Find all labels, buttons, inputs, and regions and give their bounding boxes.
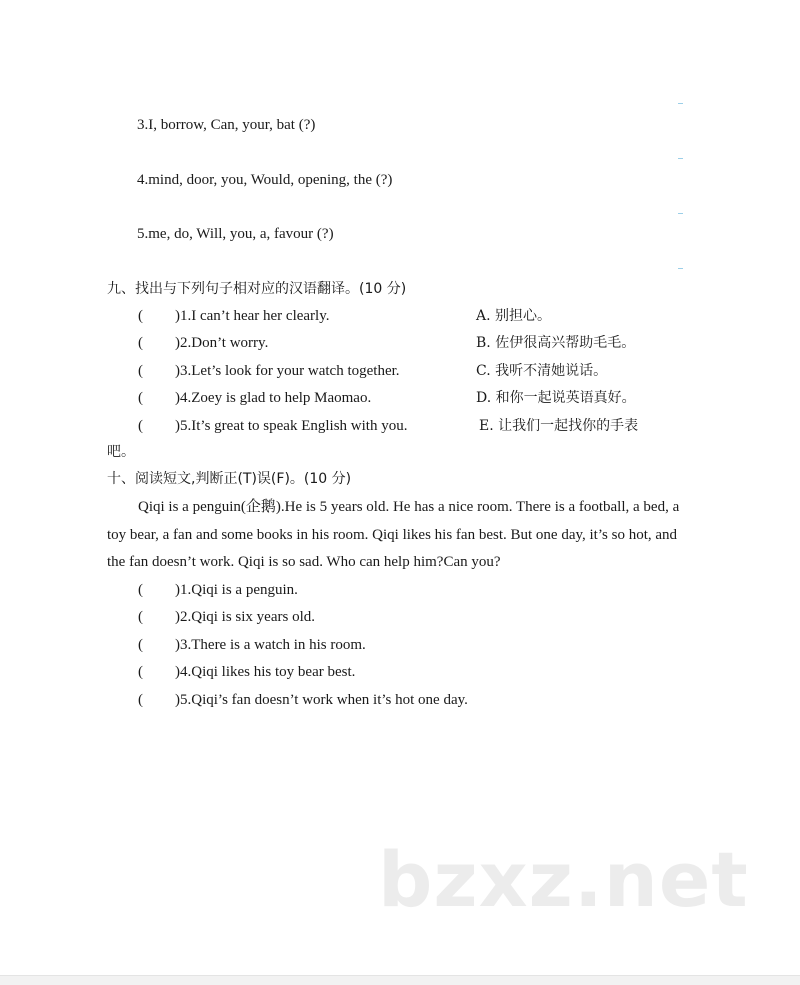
margin-tick [678,268,683,269]
q10-sentence: )1.Qiqi is a penguin. [175,582,298,598]
answer-blank: ( [138,335,143,351]
answer-blank: ( [138,582,143,598]
q9-sentence: )5.It’s great to speak English with you. [175,418,408,434]
section9-heading: 九、找出与下列句子相对应的汉语翻译。(10 分) [107,281,407,297]
q9-option: C. 我听不清她说话。 [476,363,608,379]
q9-option: B. 佐伊很高兴帮助毛毛。 [476,335,636,351]
answer-blank: ( [138,308,143,324]
answer-blank: ( [138,363,143,379]
answer-blank: ( [138,664,143,680]
q9-sentence: )3.Let’s look for your watch together. [175,363,400,379]
q9-option: E. 让我们一起找你的手表 [479,418,639,434]
q9-option-continuation: 吧。 [107,444,135,460]
q9-option: D. 和你一起说英语真好。 [476,390,636,406]
q9-sentence: )4.Zoey is glad to help Maomao. [175,390,372,406]
q8-item-4: 4.mind, door, you, Would, opening, the (?) [137,172,393,188]
q10-sentence: )2.Qiqi is six years old. [175,609,315,625]
answer-blank: ( [138,637,143,653]
reading-passage: Qiqi is a penguin(企鹅).He is 5 years old. He has a nice room. There is a football, a bed, a toy bear, a fan and some books in his room. Qiqi likes his fan best. But one day, it’s so hot, and the fan doesn’t work. Qiqi is so sad. Who can help him?Can you? [107,499,680,570]
margin-tick [678,158,683,159]
answer-blank: ( [138,418,143,434]
q10-sentence: )3.There is a watch in his room. [175,637,366,653]
answer-blank: ( [138,390,143,406]
q10-sentence: )4.Qiqi likes his toy bear best. [175,664,356,680]
site-watermark: bzxz.net [378,835,749,924]
margin-tick [678,213,683,214]
q9-sentence: )1.I can’t hear her clearly. [175,308,330,324]
answer-blank: ( [138,692,143,708]
q8-item-3: 3.I, borrow, Can, your, bat (?) [137,117,316,133]
q8-item-5: 5.me, do, Will, you, a, favour (?) [137,226,334,242]
margin-tick [678,103,683,104]
q9-sentence: )2.Don’t worry. [175,335,269,351]
q9-option: A. 别担心。 [476,308,552,324]
q10-sentence: )5.Qiqi’s fan doesn’t work when it’s hot one day. [175,692,468,708]
answer-blank: ( [138,609,143,625]
section10-heading: 十、阅读短文,判断正(T)误(F)。(10 分) [107,471,352,487]
